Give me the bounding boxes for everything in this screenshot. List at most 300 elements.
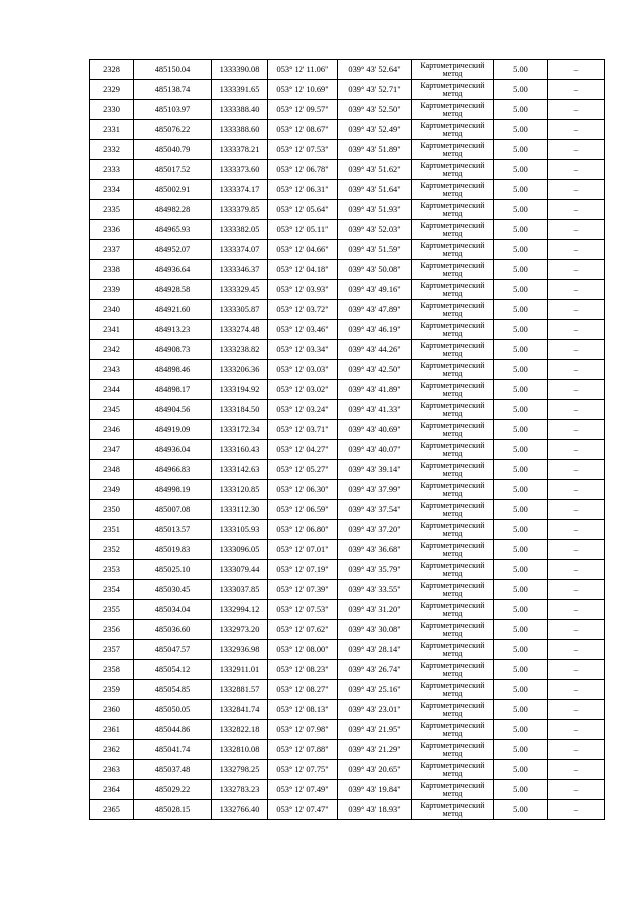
- y-coordinate-cell: 1333142.63: [212, 460, 268, 480]
- point-number-cell: 2365: [90, 800, 134, 820]
- y-coordinate-cell: 1332936.98: [212, 640, 268, 660]
- latitude-cell: 053° 12' 08.27": [268, 680, 338, 700]
- method-cell: Картометрический метод: [412, 100, 494, 120]
- latitude-cell: 053° 12' 03.03": [268, 360, 338, 380]
- latitude-cell: 053° 12' 08.23": [268, 660, 338, 680]
- x-coordinate-cell: 485054.85: [134, 680, 212, 700]
- table-row: [90, 620, 605, 640]
- method-cell: Картометрический метод: [412, 160, 494, 180]
- accuracy-cell: 5.00: [494, 520, 548, 540]
- point-number-cell: 2345: [90, 400, 134, 420]
- method-cell: Картометрический метод: [412, 600, 494, 620]
- note-cell: –: [548, 100, 605, 120]
- accuracy-cell: 5.00: [494, 660, 548, 680]
- method-cell: Картометрический метод: [412, 800, 494, 820]
- table-row: [90, 480, 605, 500]
- point-number-cell: 2364: [90, 780, 134, 800]
- note-cell: –: [548, 180, 605, 200]
- latitude-cell: 053° 12' 04.18": [268, 260, 338, 280]
- latitude-cell: 053° 12' 04.66": [268, 240, 338, 260]
- coordinates-table-page: [89, 59, 605, 820]
- method-cell: Картометрический метод: [412, 80, 494, 100]
- y-coordinate-cell: 1333388.60: [212, 120, 268, 140]
- x-coordinate-cell: 485150.04: [134, 60, 212, 80]
- method-cell: Картометрический метод: [412, 560, 494, 580]
- note-cell: –: [548, 220, 605, 240]
- accuracy-cell: 5.00: [494, 100, 548, 120]
- point-number-cell: 2352: [90, 540, 134, 560]
- table-row: [90, 440, 605, 460]
- x-coordinate-cell: 484928.58: [134, 280, 212, 300]
- note-cell: –: [548, 680, 605, 700]
- accuracy-cell: 5.00: [494, 760, 548, 780]
- method-cell: Картометрический метод: [412, 620, 494, 640]
- longitude-cell: 039° 43' 52.71": [338, 80, 412, 100]
- accuracy-cell: 5.00: [494, 440, 548, 460]
- accuracy-cell: 5.00: [494, 220, 548, 240]
- note-cell: –: [548, 480, 605, 500]
- point-number-cell: 2349: [90, 480, 134, 500]
- longitude-cell: 039° 43' 26.74": [338, 660, 412, 680]
- longitude-cell: 039° 43' 41.89": [338, 380, 412, 400]
- point-number-cell: 2357: [90, 640, 134, 660]
- accuracy-cell: 5.00: [494, 640, 548, 660]
- method-cell: Картометрический метод: [412, 300, 494, 320]
- accuracy-cell: 5.00: [494, 280, 548, 300]
- longitude-cell: 039° 43' 42.50": [338, 360, 412, 380]
- x-coordinate-cell: 484998.19: [134, 480, 212, 500]
- y-coordinate-cell: 1332810.08: [212, 740, 268, 760]
- x-coordinate-cell: 485138.74: [134, 80, 212, 100]
- note-cell: –: [548, 440, 605, 460]
- note-cell: –: [548, 140, 605, 160]
- table-row: [90, 720, 605, 740]
- point-number-cell: 2344: [90, 380, 134, 400]
- y-coordinate-cell: 1332973.20: [212, 620, 268, 640]
- longitude-cell: 039° 43' 52.50": [338, 100, 412, 120]
- accuracy-cell: 5.00: [494, 160, 548, 180]
- table-row: [90, 660, 605, 680]
- note-cell: –: [548, 200, 605, 220]
- latitude-cell: 053° 12' 07.49": [268, 780, 338, 800]
- y-coordinate-cell: 1333172.34: [212, 420, 268, 440]
- note-cell: –: [548, 500, 605, 520]
- latitude-cell: 053° 12' 07.01": [268, 540, 338, 560]
- method-cell: Картометрический метод: [412, 420, 494, 440]
- longitude-cell: 039° 43' 52.03": [338, 220, 412, 240]
- y-coordinate-cell: 1333374.07: [212, 240, 268, 260]
- note-cell: –: [548, 120, 605, 140]
- accuracy-cell: 5.00: [494, 540, 548, 560]
- x-coordinate-cell: 484898.17: [134, 380, 212, 400]
- method-cell: Картометрический метод: [412, 780, 494, 800]
- latitude-cell: 053° 12' 05.11": [268, 220, 338, 240]
- coordinates-table: [89, 59, 605, 820]
- y-coordinate-cell: 1333374.17: [212, 180, 268, 200]
- longitude-cell: 039° 43' 46.19": [338, 320, 412, 340]
- note-cell: –: [548, 800, 605, 820]
- y-coordinate-cell: 1333391.65: [212, 80, 268, 100]
- note-cell: –: [548, 60, 605, 80]
- point-number-cell: 2342: [90, 340, 134, 360]
- accuracy-cell: 5.00: [494, 420, 548, 440]
- accuracy-cell: 5.00: [494, 720, 548, 740]
- latitude-cell: 053° 12' 03.02": [268, 380, 338, 400]
- latitude-cell: 053° 12' 03.72": [268, 300, 338, 320]
- longitude-cell: 039° 43' 37.54": [338, 500, 412, 520]
- y-coordinate-cell: 1333382.05: [212, 220, 268, 240]
- x-coordinate-cell: 485034.04: [134, 600, 212, 620]
- note-cell: –: [548, 320, 605, 340]
- method-cell: Картометрический метод: [412, 460, 494, 480]
- table-row: [90, 500, 605, 520]
- y-coordinate-cell: 1333037.85: [212, 580, 268, 600]
- point-number-cell: 2347: [90, 440, 134, 460]
- method-cell: Картометрический метод: [412, 240, 494, 260]
- x-coordinate-cell: 484936.64: [134, 260, 212, 280]
- point-number-cell: 2354: [90, 580, 134, 600]
- table-row: [90, 280, 605, 300]
- point-number-cell: 2332: [90, 140, 134, 160]
- accuracy-cell: 5.00: [494, 320, 548, 340]
- point-number-cell: 2335: [90, 200, 134, 220]
- table-row: [90, 460, 605, 480]
- point-number-cell: 2350: [90, 500, 134, 520]
- accuracy-cell: 5.00: [494, 80, 548, 100]
- accuracy-cell: 5.00: [494, 140, 548, 160]
- latitude-cell: 053° 12' 08.67": [268, 120, 338, 140]
- table-row: [90, 540, 605, 560]
- accuracy-cell: 5.00: [494, 580, 548, 600]
- note-cell: –: [548, 420, 605, 440]
- table-row: [90, 420, 605, 440]
- method-cell: Картометрический метод: [412, 720, 494, 740]
- table-row: [90, 320, 605, 340]
- y-coordinate-cell: 1333184.50: [212, 400, 268, 420]
- accuracy-cell: 5.00: [494, 480, 548, 500]
- table-row: [90, 240, 605, 260]
- latitude-cell: 053° 12' 03.34": [268, 340, 338, 360]
- y-coordinate-cell: 1332881.57: [212, 680, 268, 700]
- accuracy-cell: 5.00: [494, 180, 548, 200]
- longitude-cell: 039° 43' 36.68": [338, 540, 412, 560]
- note-cell: –: [548, 340, 605, 360]
- accuracy-cell: 5.00: [494, 620, 548, 640]
- y-coordinate-cell: 1333105.93: [212, 520, 268, 540]
- x-coordinate-cell: 485054.12: [134, 660, 212, 680]
- x-coordinate-cell: 484898.46: [134, 360, 212, 380]
- longitude-cell: 039° 43' 51.64": [338, 180, 412, 200]
- note-cell: –: [548, 580, 605, 600]
- point-number-cell: 2359: [90, 680, 134, 700]
- coordinates-table-body: [90, 60, 605, 820]
- accuracy-cell: 5.00: [494, 800, 548, 820]
- note-cell: –: [548, 520, 605, 540]
- point-number-cell: 2353: [90, 560, 134, 580]
- longitude-cell: 039° 43' 37.99": [338, 480, 412, 500]
- method-cell: Картометрический метод: [412, 540, 494, 560]
- y-coordinate-cell: 1333194.92: [212, 380, 268, 400]
- y-coordinate-cell: 1333388.40: [212, 100, 268, 120]
- latitude-cell: 053° 12' 06.78": [268, 160, 338, 180]
- method-cell: Картометрический метод: [412, 440, 494, 460]
- longitude-cell: 039° 43' 41.33": [338, 400, 412, 420]
- x-coordinate-cell: 485037.48: [134, 760, 212, 780]
- longitude-cell: 039° 43' 52.64": [338, 60, 412, 80]
- method-cell: Картометрический метод: [412, 580, 494, 600]
- point-number-cell: 2340: [90, 300, 134, 320]
- accuracy-cell: 5.00: [494, 60, 548, 80]
- table-row: [90, 800, 605, 820]
- latitude-cell: 053° 12' 06.30": [268, 480, 338, 500]
- accuracy-cell: 5.00: [494, 240, 548, 260]
- point-number-cell: 2336: [90, 220, 134, 240]
- method-cell: Картометрический метод: [412, 60, 494, 80]
- longitude-cell: 039° 43' 39.14": [338, 460, 412, 480]
- note-cell: –: [548, 560, 605, 580]
- x-coordinate-cell: 485044.86: [134, 720, 212, 740]
- longitude-cell: 039° 43' 51.93": [338, 200, 412, 220]
- table-row: [90, 160, 605, 180]
- x-coordinate-cell: 485076.22: [134, 120, 212, 140]
- table-row: [90, 200, 605, 220]
- table-row: [90, 80, 605, 100]
- accuracy-cell: 5.00: [494, 340, 548, 360]
- accuracy-cell: 5.00: [494, 700, 548, 720]
- y-coordinate-cell: 1333390.08: [212, 60, 268, 80]
- note-cell: –: [548, 540, 605, 560]
- point-number-cell: 2362: [90, 740, 134, 760]
- longitude-cell: 039° 43' 37.20": [338, 520, 412, 540]
- point-number-cell: 2351: [90, 520, 134, 540]
- x-coordinate-cell: 484913.23: [134, 320, 212, 340]
- accuracy-cell: 5.00: [494, 120, 548, 140]
- table-row: [90, 560, 605, 580]
- x-coordinate-cell: 485013.57: [134, 520, 212, 540]
- x-coordinate-cell: 484904.56: [134, 400, 212, 420]
- longitude-cell: 039° 43' 51.62": [338, 160, 412, 180]
- point-number-cell: 2346: [90, 420, 134, 440]
- longitude-cell: 039° 43' 49.16": [338, 280, 412, 300]
- note-cell: –: [548, 360, 605, 380]
- latitude-cell: 053° 12' 07.39": [268, 580, 338, 600]
- note-cell: –: [548, 400, 605, 420]
- longitude-cell: 039° 43' 30.08": [338, 620, 412, 640]
- method-cell: Картометрический метод: [412, 500, 494, 520]
- table-row: [90, 60, 605, 80]
- longitude-cell: 039° 43' 18.93": [338, 800, 412, 820]
- table-row: [90, 680, 605, 700]
- latitude-cell: 053° 12' 08.00": [268, 640, 338, 660]
- latitude-cell: 053° 12' 03.24": [268, 400, 338, 420]
- x-coordinate-cell: 484921.60: [134, 300, 212, 320]
- longitude-cell: 039° 43' 35.79": [338, 560, 412, 580]
- latitude-cell: 053° 12' 05.27": [268, 460, 338, 480]
- latitude-cell: 053° 12' 08.13": [268, 700, 338, 720]
- y-coordinate-cell: 1333329.45: [212, 280, 268, 300]
- longitude-cell: 039° 43' 31.20": [338, 600, 412, 620]
- x-coordinate-cell: 485019.83: [134, 540, 212, 560]
- x-coordinate-cell: 485103.97: [134, 100, 212, 120]
- note-cell: –: [548, 260, 605, 280]
- longitude-cell: 039° 43' 25.16": [338, 680, 412, 700]
- table-row: [90, 100, 605, 120]
- accuracy-cell: 5.00: [494, 260, 548, 280]
- method-cell: Картометрический метод: [412, 260, 494, 280]
- longitude-cell: 039° 43' 33.55": [338, 580, 412, 600]
- point-number-cell: 2343: [90, 360, 134, 380]
- point-number-cell: 2361: [90, 720, 134, 740]
- table-row: [90, 220, 605, 240]
- point-number-cell: 2341: [90, 320, 134, 340]
- latitude-cell: 053° 12' 03.71": [268, 420, 338, 440]
- latitude-cell: 053° 12' 06.31": [268, 180, 338, 200]
- x-coordinate-cell: 484919.09: [134, 420, 212, 440]
- latitude-cell: 053° 12' 11.06": [268, 60, 338, 80]
- x-coordinate-cell: 485002.91: [134, 180, 212, 200]
- x-coordinate-cell: 485030.45: [134, 580, 212, 600]
- note-cell: –: [548, 380, 605, 400]
- method-cell: Картометрический метод: [412, 680, 494, 700]
- y-coordinate-cell: 1333079.44: [212, 560, 268, 580]
- x-coordinate-cell: 485036.60: [134, 620, 212, 640]
- accuracy-cell: 5.00: [494, 500, 548, 520]
- longitude-cell: 039° 43' 23.01": [338, 700, 412, 720]
- longitude-cell: 039° 43' 40.07": [338, 440, 412, 460]
- accuracy-cell: 5.00: [494, 680, 548, 700]
- y-coordinate-cell: 1333379.85: [212, 200, 268, 220]
- x-coordinate-cell: 485040.79: [134, 140, 212, 160]
- longitude-cell: 039° 43' 21.29": [338, 740, 412, 760]
- y-coordinate-cell: 1333120.85: [212, 480, 268, 500]
- latitude-cell: 053° 12' 07.53": [268, 140, 338, 160]
- x-coordinate-cell: 485028.15: [134, 800, 212, 820]
- y-coordinate-cell: 1333112.30: [212, 500, 268, 520]
- note-cell: –: [548, 300, 605, 320]
- table-row: [90, 740, 605, 760]
- latitude-cell: 053° 12' 07.62": [268, 620, 338, 640]
- method-cell: Картометрический метод: [412, 400, 494, 420]
- x-coordinate-cell: 485007.08: [134, 500, 212, 520]
- point-number-cell: 2363: [90, 760, 134, 780]
- y-coordinate-cell: 1333378.21: [212, 140, 268, 160]
- point-number-cell: 2329: [90, 80, 134, 100]
- longitude-cell: 039° 43' 51.59": [338, 240, 412, 260]
- point-number-cell: 2356: [90, 620, 134, 640]
- longitude-cell: 039° 43' 40.69": [338, 420, 412, 440]
- x-coordinate-cell: 484936.04: [134, 440, 212, 460]
- latitude-cell: 053° 12' 06.59": [268, 500, 338, 520]
- latitude-cell: 053° 12' 07.53": [268, 600, 338, 620]
- y-coordinate-cell: 1333305.87: [212, 300, 268, 320]
- note-cell: –: [548, 160, 605, 180]
- x-coordinate-cell: 484982.28: [134, 200, 212, 220]
- y-coordinate-cell: 1333238.82: [212, 340, 268, 360]
- x-coordinate-cell: 485017.52: [134, 160, 212, 180]
- y-coordinate-cell: 1333346.37: [212, 260, 268, 280]
- accuracy-cell: 5.00: [494, 300, 548, 320]
- y-coordinate-cell: 1333096.05: [212, 540, 268, 560]
- point-number-cell: 2331: [90, 120, 134, 140]
- y-coordinate-cell: 1332798.25: [212, 760, 268, 780]
- accuracy-cell: 5.00: [494, 380, 548, 400]
- method-cell: Картометрический метод: [412, 140, 494, 160]
- table-row: [90, 140, 605, 160]
- method-cell: Картометрический метод: [412, 740, 494, 760]
- table-row: [90, 400, 605, 420]
- note-cell: –: [548, 640, 605, 660]
- point-number-cell: 2348: [90, 460, 134, 480]
- table-row: [90, 360, 605, 380]
- y-coordinate-cell: 1333373.60: [212, 160, 268, 180]
- accuracy-cell: 5.00: [494, 200, 548, 220]
- accuracy-cell: 5.00: [494, 560, 548, 580]
- x-coordinate-cell: 485025.10: [134, 560, 212, 580]
- table-row: [90, 520, 605, 540]
- table-row: [90, 640, 605, 660]
- note-cell: –: [548, 600, 605, 620]
- method-cell: Картометрический метод: [412, 340, 494, 360]
- latitude-cell: 053° 12' 03.46": [268, 320, 338, 340]
- longitude-cell: 039° 43' 47.89": [338, 300, 412, 320]
- x-coordinate-cell: 485047.57: [134, 640, 212, 660]
- x-coordinate-cell: 484952.07: [134, 240, 212, 260]
- point-number-cell: 2328: [90, 60, 134, 80]
- latitude-cell: 053° 12' 07.19": [268, 560, 338, 580]
- y-coordinate-cell: 1333206.36: [212, 360, 268, 380]
- table-row: [90, 180, 605, 200]
- longitude-cell: 039° 43' 19.84": [338, 780, 412, 800]
- longitude-cell: 039° 43' 21.95": [338, 720, 412, 740]
- note-cell: –: [548, 740, 605, 760]
- latitude-cell: 053° 12' 07.75": [268, 760, 338, 780]
- point-number-cell: 2330: [90, 100, 134, 120]
- latitude-cell: 053° 12' 05.64": [268, 200, 338, 220]
- accuracy-cell: 5.00: [494, 780, 548, 800]
- method-cell: Картометрический метод: [412, 120, 494, 140]
- accuracy-cell: 5.00: [494, 400, 548, 420]
- longitude-cell: 039° 43' 50.08": [338, 260, 412, 280]
- note-cell: –: [548, 460, 605, 480]
- note-cell: –: [548, 240, 605, 260]
- accuracy-cell: 5.00: [494, 360, 548, 380]
- x-coordinate-cell: 484966.83: [134, 460, 212, 480]
- point-number-cell: 2338: [90, 260, 134, 280]
- x-coordinate-cell: 484908.73: [134, 340, 212, 360]
- y-coordinate-cell: 1332911.01: [212, 660, 268, 680]
- accuracy-cell: 5.00: [494, 600, 548, 620]
- latitude-cell: 053° 12' 04.27": [268, 440, 338, 460]
- x-coordinate-cell: 485050.05: [134, 700, 212, 720]
- table-row: [90, 700, 605, 720]
- y-coordinate-cell: 1333160.43: [212, 440, 268, 460]
- point-number-cell: 2339: [90, 280, 134, 300]
- table-row: [90, 580, 605, 600]
- latitude-cell: 053° 12' 03.93": [268, 280, 338, 300]
- table-row: [90, 780, 605, 800]
- table-row: [90, 120, 605, 140]
- x-coordinate-cell: 485029.22: [134, 780, 212, 800]
- note-cell: –: [548, 660, 605, 680]
- y-coordinate-cell: 1332994.12: [212, 600, 268, 620]
- latitude-cell: 053° 12' 10.69": [268, 80, 338, 100]
- y-coordinate-cell: 1332841.74: [212, 700, 268, 720]
- table-row: [90, 340, 605, 360]
- table-row: [90, 600, 605, 620]
- y-coordinate-cell: 1332783.23: [212, 780, 268, 800]
- note-cell: –: [548, 720, 605, 740]
- table-row: [90, 300, 605, 320]
